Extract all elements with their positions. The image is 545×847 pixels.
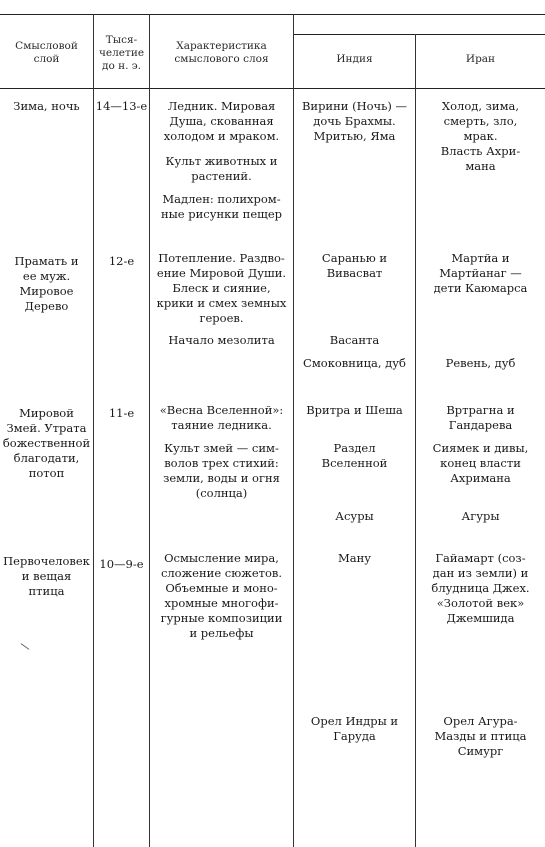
top-rule — [0, 14, 545, 15]
row1-characteristic-2: Культ животных и растений. — [165, 154, 278, 183]
row1-iran-1: Холод, зима, смерть, зло, мрак. Власть Ахри- мана — [440, 99, 521, 173]
row3-india-1: Вритра и Шеша — [306, 403, 403, 417]
header-iran: Иран — [465, 53, 496, 65]
row2-characteristic-1: Потепление. Раздво- ение Мировой Души. Блеск и сияние, крики и смех земных героев. — [156, 251, 287, 325]
row3-characteristic-2: Культ змей — сим- волов трех стихий: земли, воды и огня (солнца) — [163, 441, 280, 500]
row4-iran-2: Орел Агура- Мазды и птица Симург — [434, 714, 527, 758]
row1-characteristic-1: Ледник. Мировая Душа, скованная холодом и мраком. — [163, 99, 280, 143]
row2-india-1: Саранью и Вивасват — [321, 251, 388, 280]
column-divider-1 — [93, 14, 94, 847]
row2-india-2: Васанта — [329, 333, 380, 347]
row2-iran-2: Ревень, дуб — [445, 356, 516, 370]
subheader-rule — [293, 34, 545, 35]
header-layer: Смысловой слой — [15, 40, 78, 65]
row3-india-2: Раздел Вселенной — [321, 441, 388, 470]
row2-iran-1: Мартйа и Мартйанаг — дети Каюмарса — [433, 251, 528, 295]
row4-india-2: Орел Индры и Гаруда — [310, 714, 399, 743]
row4-millennium: 10—9-е — [99, 557, 144, 571]
header-characteristic: Характеристика смыслового слоя — [174, 40, 269, 65]
row3-millennium: 11-е — [108, 406, 135, 420]
row2-layer: Прамать и ее муж. Мировое Дерево — [14, 254, 79, 313]
row4-iran-1: Гайамарт (соз- дан из земли) и блудница Джех. «Золотой век» Джемшида — [431, 551, 530, 625]
row1-millennium: 14—13-е — [95, 99, 148, 113]
row2-india-3: Смоковница, дуб — [303, 356, 406, 370]
row1-characteristic-3: Мадлен: полихром- ные рисунки пещер — [160, 192, 282, 221]
row3-layer: Мировой Змей. Утрата божественной благодати, потоп — [2, 406, 91, 480]
header-millennium: Тыся- челетие до н. э. — [98, 34, 145, 72]
row3-iran-1: Вртрагна и Гандарева — [446, 403, 515, 432]
row4-india-1: Ману — [337, 551, 372, 565]
header-india: Индия — [336, 53, 373, 65]
row2-millennium: 12-е — [108, 254, 135, 268]
row3-iran-3: Агуры — [461, 509, 500, 523]
row3-iran-2: Сиямек и дивы, конец власти Ахримана — [432, 441, 529, 485]
row3-india-3: Асуры — [335, 509, 374, 523]
header-bottom-rule — [0, 88, 545, 89]
stray-pen-mark — [21, 643, 30, 650]
row1-layer: Зима, ночь — [13, 99, 80, 113]
row4-characteristic-1: Осмысление мира, сложение сюжетов. Объемные и моно- хромные многофи- гурные композиции и рельефы — [160, 551, 283, 640]
row1-india-1: Вирини (Ночь) — дочь Брахмы. Мритью, Яма — [301, 99, 408, 143]
row2-characteristic-2: Начало мезолита — [168, 333, 275, 347]
row4-layer: Первочеловек и вещая птица — [3, 554, 90, 598]
row3-characteristic-1: «Весна Вселенной»: таяние ледника. — [159, 403, 284, 432]
